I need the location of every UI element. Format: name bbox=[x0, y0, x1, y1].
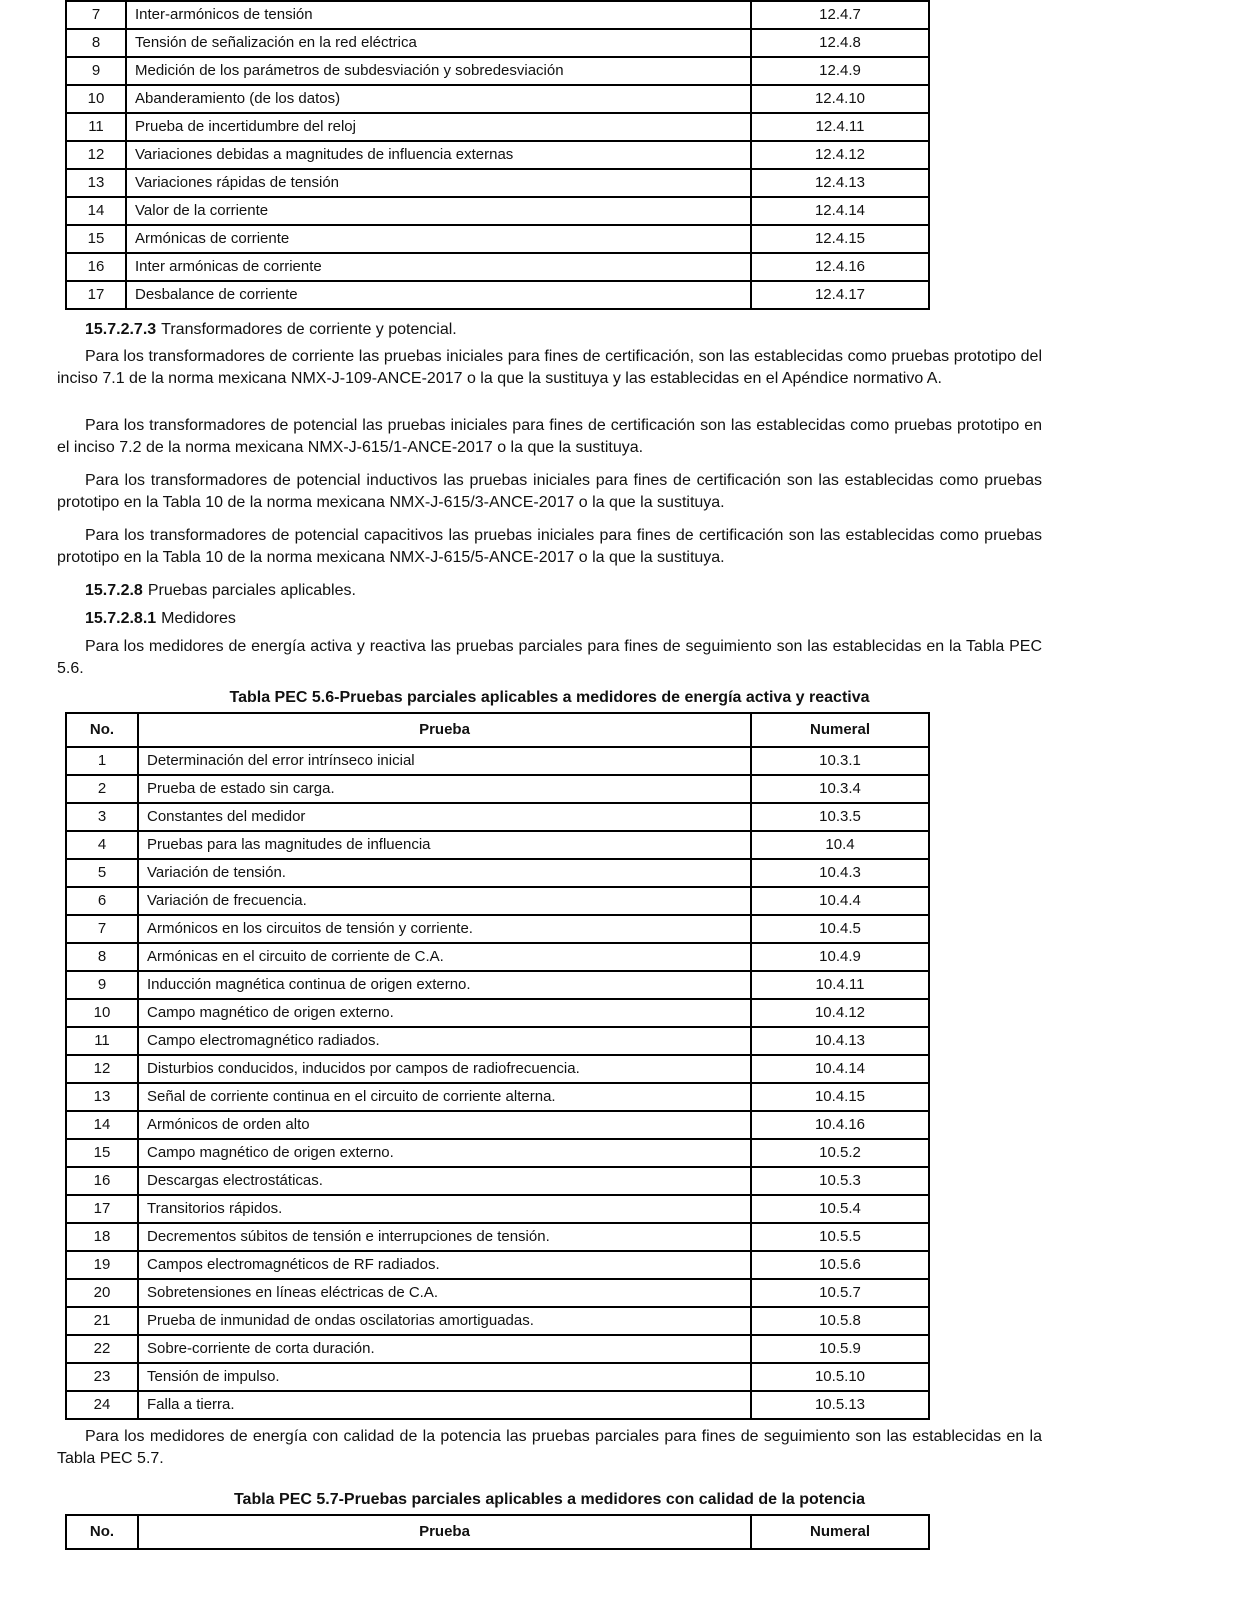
cell-no: 12 bbox=[66, 141, 126, 169]
cell-prueba: Prueba de estado sin carga. bbox=[138, 775, 751, 803]
table-row bbox=[66, 1335, 929, 1363]
cell-prueba: Campo magnético de origen externo. bbox=[138, 999, 751, 1027]
table-row bbox=[66, 1, 929, 29]
cell-numeral: 10.5.2 bbox=[751, 1139, 929, 1167]
table-row bbox=[66, 169, 929, 197]
cell-no: 8 bbox=[66, 943, 138, 971]
cell-no: 9 bbox=[66, 57, 126, 85]
cell-numeral: 10.5.10 bbox=[751, 1363, 929, 1391]
table-row bbox=[66, 803, 929, 831]
cell-numeral: 10.5.6 bbox=[751, 1251, 929, 1279]
cell-no: 1 bbox=[66, 747, 138, 775]
cell-prueba: Prueba de incertidumbre del reloj bbox=[126, 113, 751, 141]
cell-prueba: Inducción magnética continua de origen externo. bbox=[138, 971, 751, 999]
table-row bbox=[66, 1139, 929, 1167]
cell-numeral: 10.5.9 bbox=[751, 1335, 929, 1363]
table-row bbox=[66, 225, 929, 253]
cell-prueba: Campo electromagnético radiados. bbox=[138, 1027, 751, 1055]
cell-numeral: 12.4.17 bbox=[751, 281, 929, 309]
cell-prueba: Falla a tierra. bbox=[138, 1391, 751, 1419]
section-number: 15.7.2.8.1 bbox=[85, 610, 157, 627]
table-row bbox=[66, 1307, 929, 1335]
table-row bbox=[66, 1195, 929, 1223]
table-row bbox=[66, 1027, 929, 1055]
cell-no: 13 bbox=[66, 1083, 138, 1111]
table-pec-5-7-title: Tabla PEC 5.7-Pruebas parciales aplicables a medidores con calidad de la potencia bbox=[233, 1491, 866, 1508]
cell-no: 4 bbox=[66, 831, 138, 859]
cell-no: 15 bbox=[66, 1139, 138, 1167]
cell-no: 16 bbox=[66, 1167, 138, 1195]
cell-no: 21 bbox=[66, 1307, 138, 1335]
cell-no: 7 bbox=[66, 1, 126, 29]
column-header-prueba: Prueba bbox=[138, 1515, 751, 1549]
table-numerales-12-4 bbox=[65, 0, 930, 310]
cell-no: 5 bbox=[66, 859, 138, 887]
table-row bbox=[66, 281, 929, 309]
cell-prueba: Abanderamiento (de los datos) bbox=[126, 85, 751, 113]
cell-numeral: 10.4 bbox=[751, 831, 929, 859]
cell-numeral: 10.4.4 bbox=[751, 887, 929, 915]
section-number: 15.7.2.7.3 bbox=[85, 321, 157, 338]
cell-numeral: 12.4.8 bbox=[751, 29, 929, 57]
column-header-prueba: Prueba bbox=[138, 713, 751, 747]
cell-prueba: Disturbios conducidos, inducidos por campos de radiofrecuencia. bbox=[138, 1055, 751, 1083]
cell-no: 2 bbox=[66, 775, 138, 803]
table-row bbox=[66, 1055, 929, 1083]
cell-prueba: Constantes del medidor bbox=[138, 803, 751, 831]
paragraph-potencial-inductivos: Para los transformadores de potencial inductivos las pruebas iniciales para fines de certificación son las establecidas como pruebas prototipo en la Tabla 10 de la norma mexicana NMX-J-615/3-ANCE-2017 o la que la sustituya. bbox=[57, 472, 1042, 511]
cell-prueba: Prueba de inmunidad de ondas oscilatorias amortiguadas. bbox=[138, 1307, 751, 1335]
table-row bbox=[66, 915, 929, 943]
cell-prueba: Desbalance de corriente bbox=[126, 281, 751, 309]
table-row bbox=[66, 141, 929, 169]
cell-numeral: 10.5.5 bbox=[751, 1223, 929, 1251]
paragraph-medidores-activa-reactiva: Para los medidores de energía activa y reactiva las pruebas parciales para fines de seguimiento son las establecidas en la Tabla PEC 5.6. bbox=[57, 638, 1042, 677]
table-row bbox=[66, 971, 929, 999]
cell-no: 16 bbox=[66, 253, 126, 281]
table-pec-5-7 bbox=[65, 1514, 930, 1550]
cell-prueba: Decrementos súbitos de tensión e interrupciones de tensión. bbox=[138, 1223, 751, 1251]
cell-no: 10 bbox=[66, 85, 126, 113]
table-row bbox=[66, 253, 929, 281]
table-row bbox=[66, 1167, 929, 1195]
table-row bbox=[66, 113, 929, 141]
cell-prueba: Sobretensiones en líneas eléctricas de C.A. bbox=[138, 1279, 751, 1307]
cell-prueba: Determinación del error intrínseco inicial bbox=[138, 747, 751, 775]
cell-prueba: Descargas electrostáticas. bbox=[138, 1167, 751, 1195]
cell-numeral: 10.5.3 bbox=[751, 1167, 929, 1195]
cell-no: 6 bbox=[66, 887, 138, 915]
table-row bbox=[66, 1223, 929, 1251]
table-row bbox=[66, 747, 929, 775]
section-title: Transformadores de corriente y potencial. bbox=[161, 321, 457, 338]
cell-prueba: Valor de la corriente bbox=[126, 197, 751, 225]
section-title: Pruebas parciales aplicables. bbox=[147, 582, 356, 599]
cell-numeral: 10.4.16 bbox=[751, 1111, 929, 1139]
cell-numeral: 10.3.4 bbox=[751, 775, 929, 803]
cell-numeral: 10.4.11 bbox=[751, 971, 929, 999]
paragraph-transformadores-corriente: Para los transformadores de corriente las pruebas iniciales para fines de certificación, son las establecidas como pruebas prototipo del inciso 7.1 de la norma mexicana NMX-J-109-ANCE-2017 o la que la sustituya y las establecidas en el Apéndice normativo A. bbox=[57, 348, 1042, 387]
cell-prueba: Pruebas para las magnitudes de influencia bbox=[138, 831, 751, 859]
cell-prueba: Armónicos en los circuitos de tensión y corriente. bbox=[138, 915, 751, 943]
column-header-numeral: Numeral bbox=[751, 713, 929, 747]
table-row bbox=[66, 1279, 929, 1307]
cell-numeral: 10.4.13 bbox=[751, 1027, 929, 1055]
cell-prueba: Variaciones debidas a magnitudes de influencia externas bbox=[126, 141, 751, 169]
paragraph-transformadores-potencial: Para los transformadores de potencial las pruebas iniciales para fines de certificación son las establecidas como pruebas prototipo en el inciso 7.2 de la norma mexicana NMX-J-615/1-ANCE-2017 o la que la sustituya. bbox=[57, 417, 1042, 456]
cell-no: 9 bbox=[66, 971, 138, 999]
cell-numeral: 12.4.11 bbox=[751, 113, 929, 141]
table-row bbox=[66, 887, 929, 915]
cell-numeral: 10.5.7 bbox=[751, 1279, 929, 1307]
cell-prueba: Campo magnético de origen externo. bbox=[138, 1139, 751, 1167]
cell-numeral: 10.4.12 bbox=[751, 999, 929, 1027]
section-number: 15.7.2.8 bbox=[85, 582, 143, 599]
cell-numeral: 10.4.15 bbox=[751, 1083, 929, 1111]
cell-prueba: Sobre-corriente de corta duración. bbox=[138, 1335, 751, 1363]
cell-prueba: Armónicas de corriente bbox=[126, 225, 751, 253]
section-heading-15-7-2-8 bbox=[57, 580, 1042, 601]
table-row bbox=[66, 29, 929, 57]
cell-numeral: 10.4.14 bbox=[751, 1055, 929, 1083]
cell-no: 8 bbox=[66, 29, 126, 57]
cell-numeral: 12.4.10 bbox=[751, 85, 929, 113]
cell-prueba: Inter armónicas de corriente bbox=[126, 253, 751, 281]
table-row bbox=[66, 1251, 929, 1279]
cell-numeral: 10.5.13 bbox=[751, 1391, 929, 1419]
table-pec-5-6-title: Tabla PEC 5.6-Pruebas parciales aplicables a medidores de energía activa y reactiva bbox=[229, 689, 870, 706]
cell-no: 18 bbox=[66, 1223, 138, 1251]
cell-prueba: Tensión de señalización en la red eléctrica bbox=[126, 29, 751, 57]
cell-numeral: 10.4.5 bbox=[751, 915, 929, 943]
table-header-row bbox=[66, 1515, 929, 1549]
table-header-row bbox=[66, 713, 929, 747]
cell-prueba: Tensión de impulso. bbox=[138, 1363, 751, 1391]
cell-no: 11 bbox=[66, 113, 126, 141]
section-title: Medidores bbox=[161, 610, 236, 627]
table-row bbox=[66, 1363, 929, 1391]
cell-no: 17 bbox=[66, 1195, 138, 1223]
cell-prueba: Señal de corriente continua en el circuito de corriente alterna. bbox=[138, 1083, 751, 1111]
cell-prueba: Variación de frecuencia. bbox=[138, 887, 751, 915]
table-row bbox=[66, 999, 929, 1027]
cell-prueba: Medición de los parámetros de subdesviación y sobredesviación bbox=[126, 57, 751, 85]
section-heading-15-7-2-8-1 bbox=[57, 608, 1042, 629]
table-row bbox=[66, 85, 929, 113]
cell-prueba: Armónicas en el circuito de corriente de C.A. bbox=[138, 943, 751, 971]
cell-numeral: 10.3.1 bbox=[751, 747, 929, 775]
paragraph-medidores-calidad-potencia: Para los medidores de energía con calidad de la potencia las pruebas parciales para fines de seguimiento son las establecidas en la Tabla PEC 5.7. bbox=[57, 1428, 1042, 1467]
cell-no: 22 bbox=[66, 1335, 138, 1363]
cell-numeral: 12.4.12 bbox=[751, 141, 929, 169]
cell-no: 13 bbox=[66, 169, 126, 197]
cell-numeral: 10.5.4 bbox=[751, 1195, 929, 1223]
cell-prueba: Variaciones rápidas de tensión bbox=[126, 169, 751, 197]
cell-numeral: 12.4.13 bbox=[751, 169, 929, 197]
table-row bbox=[66, 775, 929, 803]
cell-no: 14 bbox=[66, 197, 126, 225]
table-row bbox=[66, 943, 929, 971]
section-heading-15-7-2-7-3 bbox=[57, 319, 1042, 340]
cell-numeral: 12.4.15 bbox=[751, 225, 929, 253]
cell-numeral: 12.4.9 bbox=[751, 57, 929, 85]
cell-prueba: Transitorios rápidos. bbox=[138, 1195, 751, 1223]
table-row bbox=[66, 1111, 929, 1139]
cell-no: 7 bbox=[66, 915, 138, 943]
cell-no: 10 bbox=[66, 999, 138, 1027]
cell-no: 11 bbox=[66, 1027, 138, 1055]
cell-no: 19 bbox=[66, 1251, 138, 1279]
cell-no: 23 bbox=[66, 1363, 138, 1391]
cell-no: 20 bbox=[66, 1279, 138, 1307]
table-row bbox=[66, 859, 929, 887]
column-header-no: No. bbox=[66, 713, 138, 747]
cell-numeral: 12.4.7 bbox=[751, 1, 929, 29]
cell-numeral: 10.4.3 bbox=[751, 859, 929, 887]
column-header-numeral: Numeral bbox=[751, 1515, 929, 1549]
table-row bbox=[66, 197, 929, 225]
cell-prueba: Inter-armónicos de tensión bbox=[126, 1, 751, 29]
table-row bbox=[66, 1083, 929, 1111]
cell-no: 17 bbox=[66, 281, 126, 309]
cell-numeral: 12.4.14 bbox=[751, 197, 929, 225]
cell-no: 12 bbox=[66, 1055, 138, 1083]
cell-no: 15 bbox=[66, 225, 126, 253]
table-row bbox=[66, 57, 929, 85]
table-pec-5-6 bbox=[65, 712, 930, 1420]
column-header-no: No. bbox=[66, 1515, 138, 1549]
cell-prueba: Armónicos de orden alto bbox=[138, 1111, 751, 1139]
table-row bbox=[66, 831, 929, 859]
cell-numeral: 10.3.5 bbox=[751, 803, 929, 831]
cell-numeral: 10.4.9 bbox=[751, 943, 929, 971]
cell-no: 24 bbox=[66, 1391, 138, 1419]
table-row bbox=[66, 1391, 929, 1419]
cell-prueba: Variación de tensión. bbox=[138, 859, 751, 887]
cell-prueba: Campos electromagnéticos de RF radiados. bbox=[138, 1251, 751, 1279]
paragraph-potencial-capacitivos: Para los transformadores de potencial capacitivos las pruebas iniciales para fines de certificación son las establecidas como pruebas prototipo en la Tabla 10 de la norma mexicana NMX-J-615/5-ANCE-2017 o la que la sustituya. bbox=[57, 527, 1042, 566]
cell-numeral: 12.4.16 bbox=[751, 253, 929, 281]
cell-no: 14 bbox=[66, 1111, 138, 1139]
cell-numeral: 10.5.8 bbox=[751, 1307, 929, 1335]
cell-no: 3 bbox=[66, 803, 138, 831]
